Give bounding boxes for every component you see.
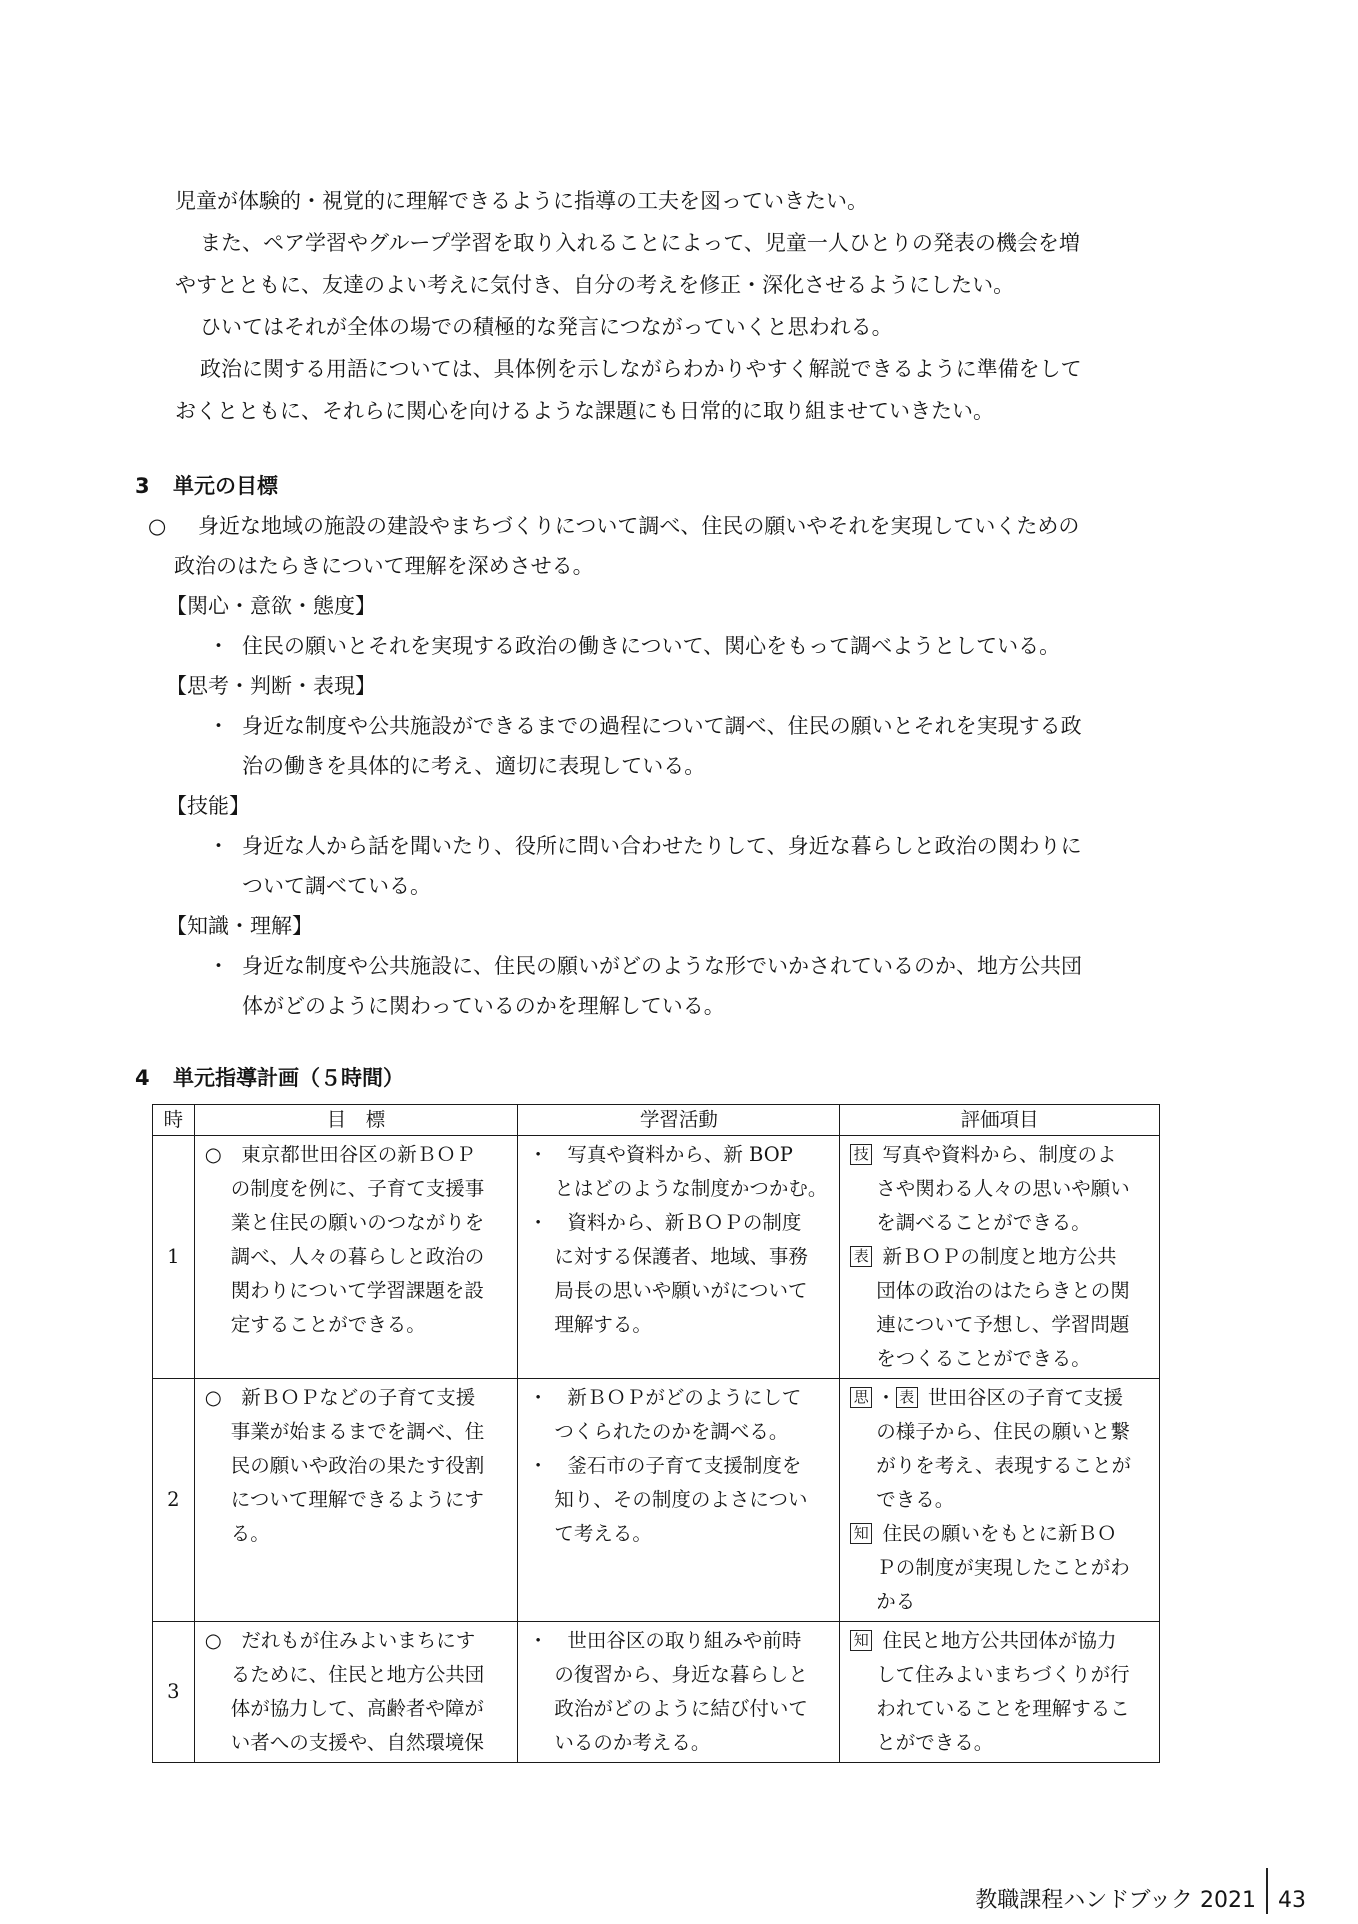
evaluation-cell: 思 ・ 表 世田谷区の子育て支援 の様子から、住民の願いと繋 がりを考え、表現することが できる。 知 住民の願いをもとに新ＢＯ Ｐの制度が実現したことがわ かる (840, 1379, 1160, 1622)
expression-mark-icon: 表 (850, 1246, 872, 1267)
section-3-heading (135, 470, 278, 500)
bullet: ・ (208, 714, 229, 738)
section-number: 3 (135, 474, 150, 498)
category-item: ・ 身近な制度や公共施設ができるまでの過程について調べ、住民の願いとそれを実現する政 (148, 706, 1168, 746)
book-title: 教職課程ハンドブック 2021 (975, 1888, 1256, 1913)
evaluation-cell: 知 住民と地方公共団体が協力 して住みよいまちづくりが行 われていることを理解するこ とができる。 (840, 1622, 1160, 1763)
header-hour: 時 (153, 1105, 195, 1136)
bullet: ・ (208, 834, 229, 858)
activity-cell: ・ 新ＢＯＰがどのようにして つくられたのかを調べる。 ・ 釜石市の子育て支援制度を 知り、その制度のよさについ て考える。 (518, 1379, 840, 1622)
hour-cell: 3 (153, 1622, 195, 1763)
category-item-cont: 体がどのように関わっているのかを理解している。 (242, 994, 725, 1018)
circle-symbol: ○ (148, 514, 167, 538)
category-item-cont: ついて調べている。 (242, 874, 431, 898)
section-4-heading (135, 1062, 404, 1092)
intro-line: 児童が体験的・視覚的に理解できるように指導の工夫を図っていきたい。 (175, 189, 868, 213)
intro-line: ひいてはそれが全体の場での積極的な発言につながっていくと思われる。 (200, 315, 893, 339)
unit-plan-table (152, 1104, 1160, 1763)
activity-cell: ・ 世田谷区の取り組みや前時 の復習から、身近な暮らしと 政治がどのように結び付いて いるのか考える。 (518, 1622, 840, 1763)
table-row (153, 1136, 1160, 1379)
category-label: 【技能】 (166, 794, 250, 818)
goal-cell: ○ 新ＢＯＰなどの子育て支援 事業が始まるまでを調べ、住 民の願いや政治の果たす役割 について理解できるようにす る。 (194, 1379, 518, 1622)
intro-line: 政治に関する用語については、具体例を示しながらわかりやすく解説できるように準備をして (200, 357, 1082, 381)
category-item: ・ 身近な制度や公共施設に、住民の願いがどのような形でいかされているのか、地方公共団 (148, 946, 1168, 986)
footer-divider (1266, 1868, 1268, 1914)
intro-line: やすとともに、友達のよい考えに気付き、自分の考えを修正・深化させるようにしたい。 (175, 273, 1015, 297)
thinking-mark-icon: 思 (850, 1387, 872, 1408)
knowledge-mark-icon: 知 (850, 1630, 872, 1651)
header-goal: 目 標 (194, 1105, 518, 1136)
bullet: ・ (208, 634, 229, 658)
table-row (153, 1379, 1160, 1622)
unit-goals (148, 506, 1168, 1026)
intro-paragraphs (175, 180, 1165, 432)
goal-cell: ○ だれもが住みよいまちにす るために、住民と地方公共団 体が協力して、高齢者や障が い者への支援や、自然環境保 (194, 1622, 518, 1763)
intro-line: おくとともに、それらに関心を向けるような課題にも日常的に取り組ませていきたい。 (175, 399, 994, 423)
intro-line: また、ペア学習やグループ学習を取り入れることによって、児童一人ひとりの発表の機会を増 (200, 231, 1080, 255)
table-row (153, 1622, 1160, 1763)
knowledge-mark-icon: 知 (850, 1523, 872, 1544)
page-footer (975, 1878, 1306, 1924)
category-label: 【知識・理解】 (166, 914, 313, 938)
category-label: 【関心・意欲・態度】 (166, 594, 376, 618)
hour-cell: 2 (153, 1379, 195, 1622)
activity-cell: ・ 写真や資料から、新 BOP とはどのような制度かつかむ。 ・ 資料から、新ＢＯＰの制度 に対する保護者、地域、事務 局長の思いや願いがについて 理解する。 (518, 1136, 840, 1379)
skill-mark-icon: 技 (850, 1144, 872, 1165)
bullet: ・ (208, 954, 229, 978)
header-evaluation: 評価項目 (840, 1105, 1160, 1136)
goal-cell: ○ 東京都世田谷区の新ＢＯＰ の制度を例に、子育て支援事 業と住民の願いのつながりを 調べ、人々の暮らしと政治の 関わりについて学習課題を設 定することができる。 (194, 1136, 518, 1379)
evaluation-cell: 技 写真や資料から、制度のよ さや関わる人々の思いや願い を調べることができる。 表 新ＢＯＰの制度と地方公共 団体の政治のはたらきとの関 連について予想し、学習問題 をつくることができる。 (840, 1136, 1160, 1379)
page-number: 43 (1278, 1888, 1306, 1913)
table-header-row (153, 1105, 1160, 1136)
goal-line: 政治のはたらきについて理解を深めさせる。 (174, 554, 594, 578)
expression-mark-icon: 表 (896, 1387, 918, 1408)
category-item-cont: 治の働きを具体的に考え、適切に表現している。 (242, 754, 706, 778)
category-label: 【思考・判断・表現】 (166, 674, 376, 698)
hour-cell: 1 (153, 1136, 195, 1379)
category-item: ・ 身近な人から話を聞いたり、役所に問い合わせたりして、身近な暮らしと政治の関わりに (148, 826, 1168, 866)
category-item: ・ 住民の願いとそれを実現する政治の働きについて、関心をもって調べようとしている。 (148, 626, 1168, 666)
section-title: 単元の目標 (173, 474, 278, 498)
section-title: 単元指導計画（５時間） (173, 1066, 404, 1090)
section-number: 4 (135, 1066, 150, 1090)
header-activity: 学習活動 (518, 1105, 840, 1136)
goal-line: ○ 身近な地域の施設の建設やまちづくりについて調べ、住民の願いやそれを実現していくための (148, 506, 1168, 546)
